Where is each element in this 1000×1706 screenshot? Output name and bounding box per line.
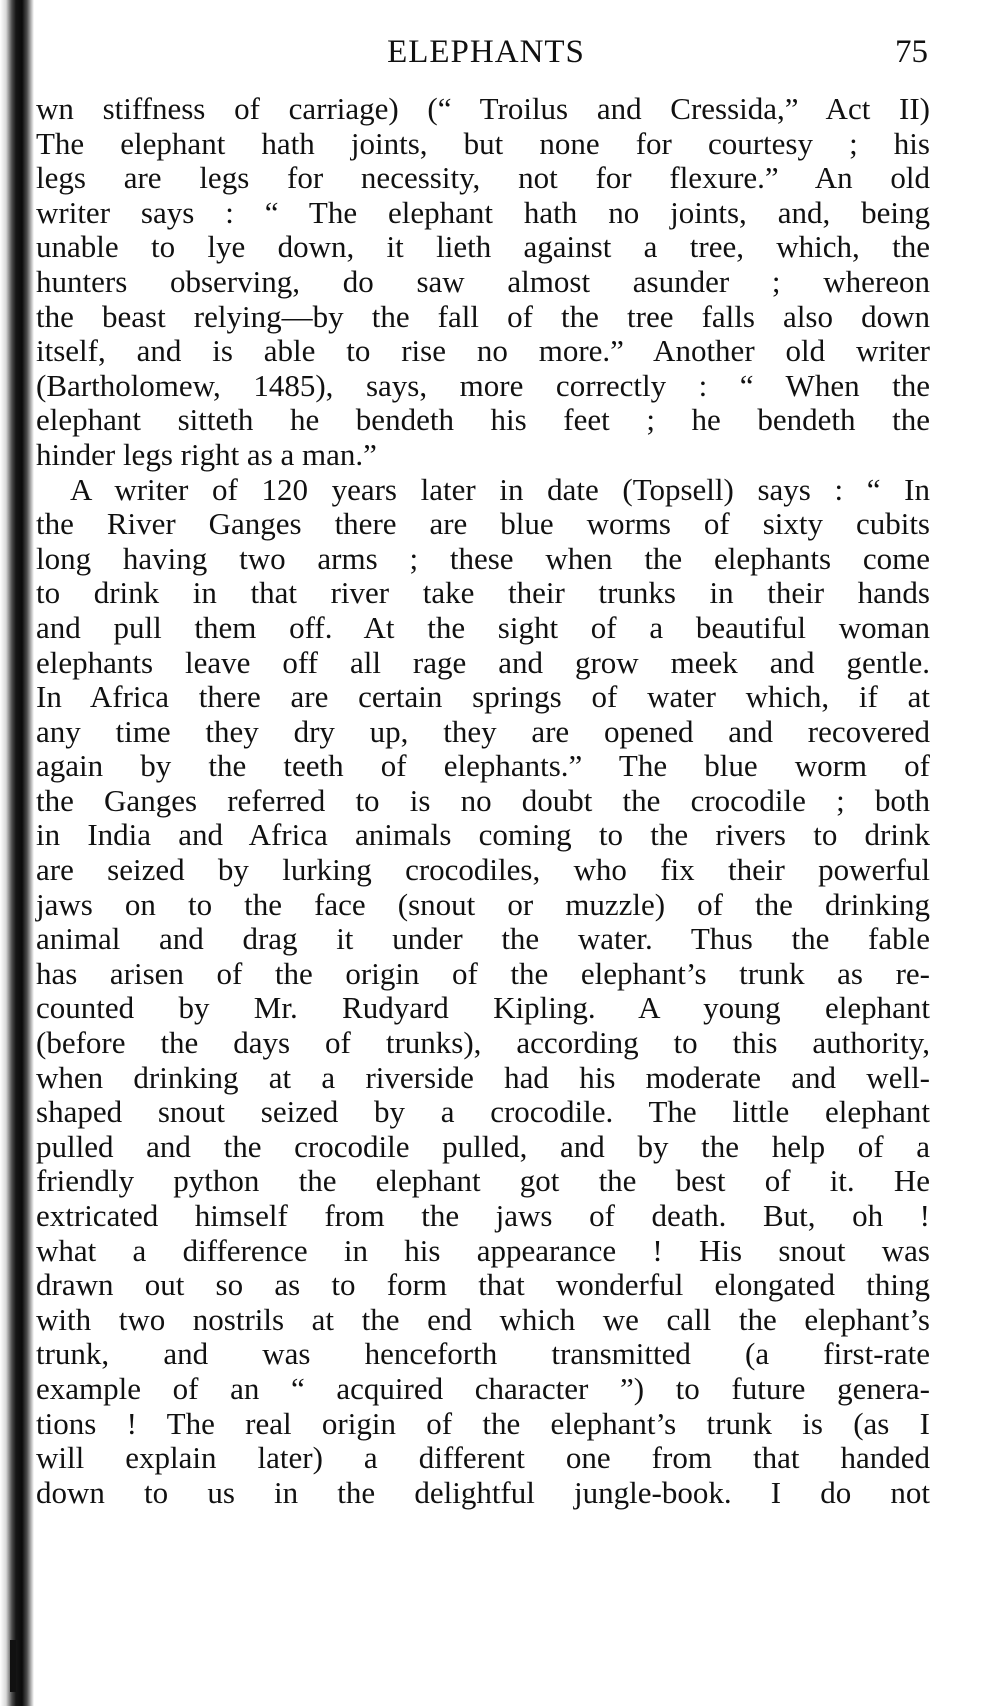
text-line: friendly python the elephant got the best of it. He — [36, 1163, 930, 1199]
text-line: wn stiffness of carriage) (“ Troilus and Cressida,” Act II) — [36, 91, 930, 126]
text-line: hinder legs right as a man.” — [36, 436, 377, 472]
text-line: example of an “ acquired character ”) to future genera- — [36, 1370, 930, 1406]
text-line: itself, and is able to rise no more.” Another old writer — [36, 333, 930, 369]
text-line: hunters observing, do saw almost asunder ; whereon — [36, 263, 930, 299]
text-line: (Bartholomew, 1485), says, more correctly : “ When the — [36, 367, 930, 403]
text-line: In Africa there are certain springs of water which, if at — [36, 679, 930, 715]
running-head — [36, 34, 936, 84]
text-line: elephants leave off all rage and grow meek and gentle. — [36, 644, 930, 680]
text-line: legs are legs for necessity, not for flexure.” An old — [36, 160, 930, 196]
text-line: are seized by lurking crocodiles, who fix their powerful — [36, 852, 930, 888]
text-line: counted by Mr. Rudyard Kipling. A young elephant — [36, 990, 930, 1026]
text-line: the beast relying—by the fall of the tree falls also down — [36, 298, 930, 334]
text-line: again by the teeth of elephants.” The blue worm of — [36, 748, 930, 784]
text-line: when drinking at a riverside had his moderate and well- — [36, 1059, 930, 1095]
text-line: any time they dry up, they are opened and recovered — [36, 713, 930, 749]
text-line: with two nostrils at the end which we call the elephant’s — [36, 1301, 930, 1337]
text-line: in India and Africa animals coming to the rivers to drink — [36, 817, 930, 853]
text-line: pulled and the crocodile pulled, and by the help of a — [36, 1128, 930, 1164]
text-line: jaws on to the face (snout or muzzle) of the drinking — [36, 886, 930, 922]
text-line: drawn out so as to form that wonderful elongated thing — [36, 1267, 930, 1303]
text-line: what a difference in his appearance ! His snout was — [36, 1232, 930, 1268]
text-line: shaped snout seized by a crocodile. The little elephant — [36, 1094, 930, 1130]
text-line: (before the days of trunks), according to this authority, — [36, 1025, 930, 1061]
text-line: and pull them off. At the sight of a beautiful woman — [36, 609, 930, 645]
text-line: tions ! The real origin of the elephant’s trunk is (as I — [36, 1405, 930, 1441]
binding-gutter-shadow — [0, 0, 34, 1706]
body-text — [36, 92, 930, 1510]
text-line: will explain later) a different one from that handed — [36, 1440, 930, 1476]
text-line: trunk, and was henceforth transmitted (a first-rate — [36, 1336, 930, 1372]
text-line: writer says : “ The elephant hath no joints, and, being — [36, 194, 930, 230]
running-head-title: ELEPHANTS — [387, 34, 585, 70]
text-line: the Ganges referred to is no doubt the crocodile ; both — [36, 782, 930, 818]
text-line: down to us in the delightful jungle-book. I do not — [36, 1474, 930, 1510]
text-line: to drink in that river take their trunks in their hands — [36, 575, 930, 611]
text-line: animal and drag it under the water. Thus the fable — [36, 921, 930, 957]
text-line: extricated himself from the jaws of death. But, oh ! — [36, 1198, 930, 1233]
text-line: the River Ganges there are blue worms of sixty cubits — [36, 506, 930, 542]
text-line: A writer of 120 years later in date (Topsell) says : “ In — [70, 471, 930, 507]
gutter-ink-mark — [10, 1640, 16, 1692]
page-number: 75 — [895, 34, 928, 70]
text-line: long having two arms ; these when the elephants come — [36, 540, 930, 576]
text-line: elephant sitteth he bendeth his feet ; he bendeth the — [36, 402, 930, 438]
text-line: The elephant hath joints, but none for courtesy ; his — [36, 125, 930, 161]
text-line: unable to lye down, it lieth against a tree, which, the — [36, 229, 930, 265]
text-line: has arisen of the origin of the elephant’s trunk as re- — [36, 955, 930, 991]
